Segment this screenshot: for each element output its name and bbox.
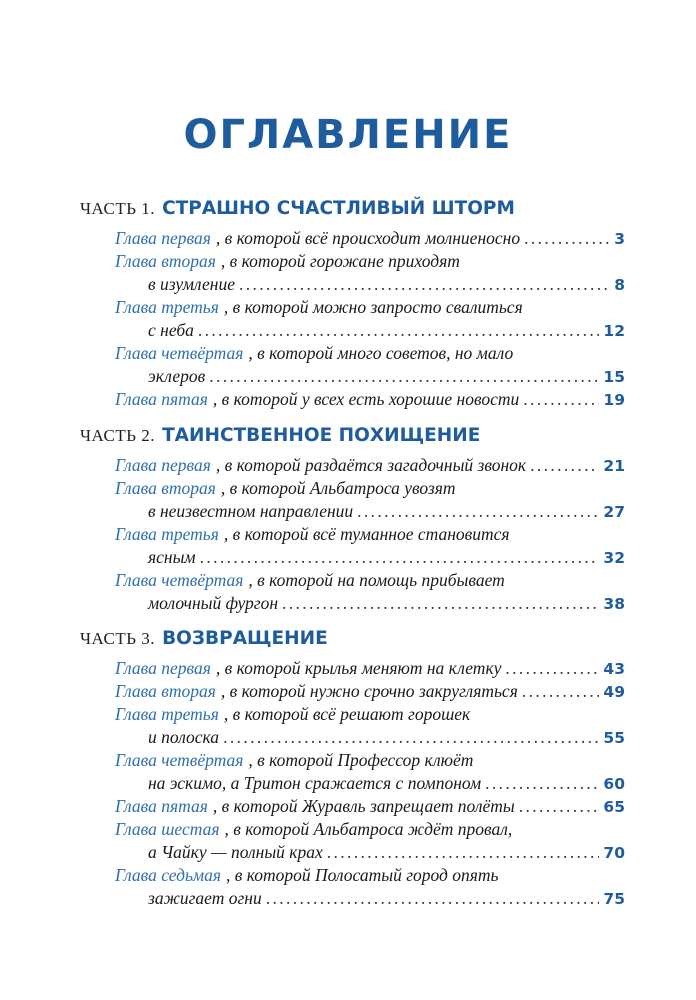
chapter-title: , в которой Полосатый город опять: [225, 865, 499, 885]
part-title: СТРАШНО СЧАСТЛИВЫЙ ШТОРМ: [162, 198, 515, 219]
entry-line: [115, 750, 625, 774]
dot-leader: [523, 389, 599, 410]
part-title: ВОЗВРАЩЕНИЕ: [162, 628, 328, 649]
entry-line: [115, 343, 625, 367]
entry-line-continued: [148, 842, 625, 866]
entry-line: [115, 297, 625, 321]
dot-leader: [209, 366, 599, 387]
chapter-label: Глава первая: [115, 228, 211, 248]
entry-line: [115, 570, 625, 594]
part-heading: [80, 198, 515, 219]
chapter-title-continued: ясным: [148, 547, 196, 567]
entry-line-continued: [148, 274, 625, 298]
page-number: 27: [603, 503, 625, 521]
chapter-label: Глава шестая: [115, 819, 220, 839]
chapter-title: , в которой много советов, но мало: [248, 343, 514, 363]
chapter-label: Глава третья: [115, 297, 219, 317]
chapter-label: Глава вторая: [115, 478, 216, 498]
page-number: 60: [603, 775, 625, 793]
entry-line: [115, 455, 625, 479]
chapter-title-continued: а Чайку — полный крах: [148, 842, 323, 862]
page-number: 49: [603, 683, 625, 701]
chapter-title: , в которой Альбатроса увозят: [220, 478, 456, 498]
chapter-title: , в которой у всех есть хорошие новости: [212, 389, 520, 409]
dot-leader: [266, 888, 600, 909]
page-number: 3: [614, 230, 625, 248]
page-number: 12: [603, 322, 625, 340]
entry-line: [115, 865, 625, 889]
page-number: 38: [603, 595, 625, 613]
chapter-title: , в которой можно запросто свалиться: [223, 297, 523, 317]
chapter-title: , в которой всё решают горошек: [223, 704, 471, 724]
entry-line: [115, 704, 625, 728]
part-heading: [80, 425, 480, 446]
chapter-title: , в которой Журавль запрещает полёты: [212, 796, 515, 816]
page-number: 32: [603, 549, 625, 567]
chapter-title-continued: с неба: [148, 320, 194, 340]
page-title: ОГЛАВЛЕНИЕ: [183, 112, 513, 158]
chapter-title: , в которой Профессор клюёт: [248, 750, 474, 770]
dot-leader: [327, 842, 600, 863]
chapter-label: Глава пятая: [115, 796, 208, 816]
page-number: 19: [603, 391, 625, 409]
chapter-label: Глава седьмая: [115, 865, 221, 885]
page-number: 43: [603, 660, 625, 678]
chapter-label: Глава вторая: [115, 251, 216, 271]
entry-line: [115, 478, 625, 502]
chapter-label: Глава третья: [115, 524, 219, 544]
chapter-label: Глава четвёртая: [115, 570, 244, 590]
chapter-title: , в которой раздаётся загадочный звонок: [215, 455, 527, 475]
dot-leader: [505, 658, 599, 679]
dot-leader: [357, 501, 599, 522]
page-number: 8: [614, 276, 625, 294]
dot-leader: [524, 228, 610, 249]
dot-leader: [519, 796, 600, 817]
dot-leader: [198, 320, 600, 341]
page-number: 75: [603, 890, 625, 908]
chapter-title-continued: в изумление: [148, 274, 235, 294]
entry-line-continued: [148, 888, 625, 912]
entry-line-continued: [148, 320, 625, 344]
chapter-title: , в которой крылья меняют на клетку: [215, 658, 502, 678]
entry-line: [115, 524, 625, 548]
part-label: ЧАСТЬ 1.: [80, 199, 155, 218]
entry-line: [115, 796, 625, 820]
page-number: 65: [603, 798, 625, 816]
chapter-title: , в которой Альбатроса ждёт провал,: [224, 819, 513, 839]
dot-leader: [522, 681, 600, 702]
chapter-title: , в которой всё туманное становится: [223, 524, 510, 544]
dot-leader: [485, 773, 599, 794]
dot-leader: [239, 274, 610, 295]
page-number: 55: [603, 729, 625, 747]
chapter-label: Глава вторая: [115, 681, 216, 701]
chapter-title: , в которой на помощь прибывает: [248, 570, 505, 590]
entry-line: [115, 681, 625, 705]
page-number: 15: [603, 368, 625, 386]
chapter-title-continued: молочный фургон: [148, 593, 279, 613]
entry-line: [115, 251, 625, 275]
part-title: ТАИНСТВЕННОЕ ПОХИЩЕНИЕ: [162, 425, 481, 446]
entry-line-continued: [148, 366, 625, 390]
part-heading: [80, 628, 328, 649]
chapter-label: Глава четвёртая: [115, 343, 244, 363]
chapter-title-continued: зажигает огни: [148, 888, 262, 908]
chapter-title: , в которой нужно срочно закругляться: [220, 681, 518, 701]
chapter-title: , в которой всё происходит молниеносно: [215, 228, 521, 248]
entry-line-continued: [148, 547, 625, 571]
entry-line-continued: [148, 593, 625, 617]
entry-line: [115, 819, 625, 843]
entry-line-continued: [148, 727, 625, 751]
entry-line: [115, 389, 625, 413]
dot-leader: [530, 455, 599, 476]
chapter-label: Глава первая: [115, 455, 211, 475]
chapter-title: , в которой горожане приходят: [220, 251, 460, 271]
part-label: ЧАСТЬ 2.: [80, 426, 155, 445]
chapter-label: Глава четвёртая: [115, 750, 244, 770]
entry-line-continued: [148, 773, 625, 797]
chapter-label: Глава третья: [115, 704, 219, 724]
chapter-title-continued: и полоска: [148, 727, 220, 747]
chapter-label: Глава пятая: [115, 389, 208, 409]
chapter-label: Глава первая: [115, 658, 211, 678]
chapter-title-continued: эклеров: [148, 366, 206, 386]
part-label: ЧАСТЬ 3.: [80, 629, 155, 648]
dot-leader: [200, 547, 600, 568]
chapter-title-continued: на эскимо, а Тритон сражается с помпоном: [148, 773, 482, 793]
entry-line-continued: [148, 501, 625, 525]
entry-line: [115, 228, 625, 252]
entry-line: [115, 658, 625, 682]
page-number: 70: [603, 844, 625, 862]
chapter-title-continued: в неизвестном направлении: [148, 501, 354, 521]
dot-leader: [223, 727, 599, 748]
dot-leader: [282, 593, 599, 614]
page-number: 21: [603, 457, 625, 475]
